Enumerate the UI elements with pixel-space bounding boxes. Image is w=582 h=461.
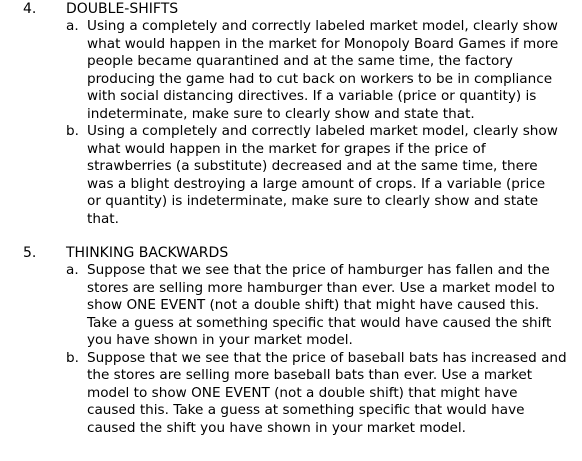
text-line: or quantity) is indeterminate, make sure to clearly show and state [87,193,539,209]
question-number: 4. [23,1,37,17]
text-line: caused this. Take a guess at something specific that would have [87,402,525,418]
text-line: you have shown in your market model. [87,332,353,348]
question-part-b [66,350,566,438]
text-line: that. [87,210,119,227]
question-parts [66,18,566,228]
question-part-b [66,123,566,228]
text-line: the stores are selling more baseball bats than ever. Use a market [87,367,533,383]
text-line: producing the game had to cut back on workers to be in compliance [87,70,553,87]
text-line: people became quarantined and at the same time, the factory [87,53,513,69]
text-line: with social distancing directives. If a variable (price or quantity) is [87,88,537,104]
text-line: what would happen in the market for Monopoly Board Games if more [87,35,559,52]
question-part-a [66,262,566,350]
text-line: Using a completely and correctly labeled market model, clearly show [87,123,558,139]
text-line: Suppose that we see that the price of hamburger has fallen and the [87,262,550,278]
text-line: model to show ONE EVENT (not a double shift) that might have [87,384,518,401]
text-line: what would happen in the market for grapes if the price of [87,140,486,157]
question-number: 5. [23,245,37,261]
text-line: strawberries (a substitute) decreased and at the same time, there [87,158,538,174]
question-title: DOUBLE-SHIFTS [66,1,179,17]
question-title: THINKING BACKWARDS [66,245,229,261]
text-line: was a blight destroying a large amount of crops. If a variable (price [87,175,546,192]
question-part-a [66,18,566,123]
text-line: show ONE EVENT (not a double shift) that might have caused this. [87,297,540,313]
part-letter: a. [66,18,79,34]
part-letter: a. [66,262,79,278]
text-line: caused the shift you have shown in your market model. [87,419,466,436]
text-line: Suppose that we see that the price of baseball bats has increased and [87,349,567,366]
part-letter: b. [66,123,79,139]
text-line: stores are selling more hamburger than ever. Use a market model to [87,279,555,296]
text-line: Take a guess at something specific that would have caused the shift [87,314,552,331]
part-letter: b. [66,349,79,366]
question-parts [66,262,566,437]
text-line: indeterminate, make sure to clearly show and state that. [87,105,475,122]
text-line: Using a completely and correctly labeled market model, clearly show [87,18,558,34]
